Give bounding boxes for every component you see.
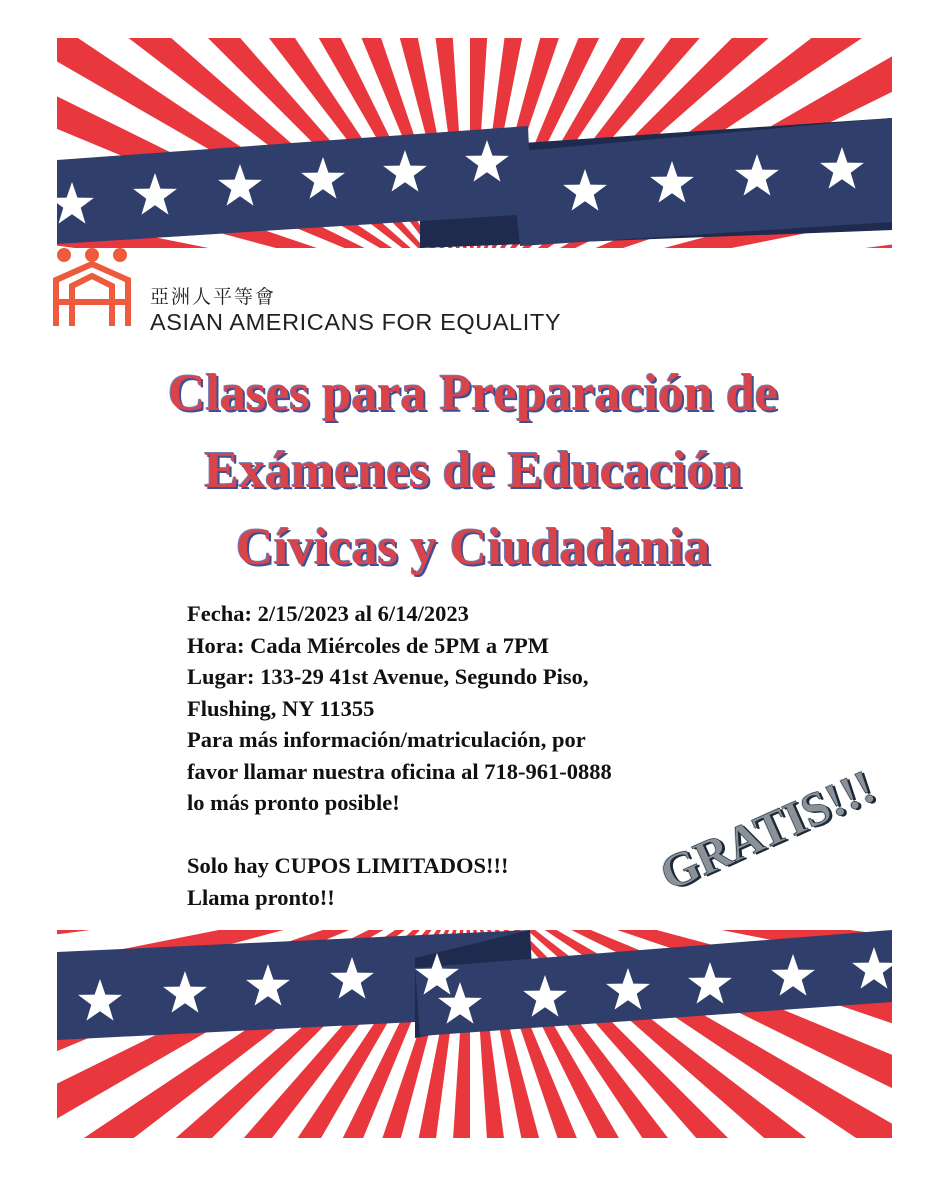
call-soon-line: Llama pronto!! [187, 884, 335, 910]
title-line-2: Exámenes de Educación [204, 442, 742, 499]
info-line-3: lo más pronto posible! [187, 790, 400, 815]
organization-name-chinese: 亞洲人平等會 [150, 286, 277, 308]
event-details [187, 598, 612, 913]
info-line-2: favor llamar nuestra oficina al 718-961-0888 [187, 758, 612, 784]
info-line-1: Para más información/matriculación, por [187, 727, 586, 752]
title-line-1: Clases para Preparación de [168, 365, 778, 422]
spacer [187, 819, 612, 851]
location-line-2: Flushing, NY 11355 [187, 695, 375, 721]
organization-name-english: ASIAN AMERICANS FOR EQUALITY [150, 309, 562, 335]
date-line: Fecha: 2/15/2023 al 6/14/2023 [187, 601, 469, 626]
free-badge: GRATIS!!! [652, 759, 883, 902]
title-line-3: Cívicas y Ciudadania [236, 519, 710, 576]
time-line: Hora: Cada Miércoles de 5PM a 7PM [187, 632, 549, 658]
location-line-1: Lugar: 133-29 41st Avenue, Segundo Piso, [187, 664, 589, 689]
people-house-logo-icon [52, 246, 132, 328]
limited-spots-line: Solo hay CUPOS LIMITADOS!!! [187, 853, 509, 878]
